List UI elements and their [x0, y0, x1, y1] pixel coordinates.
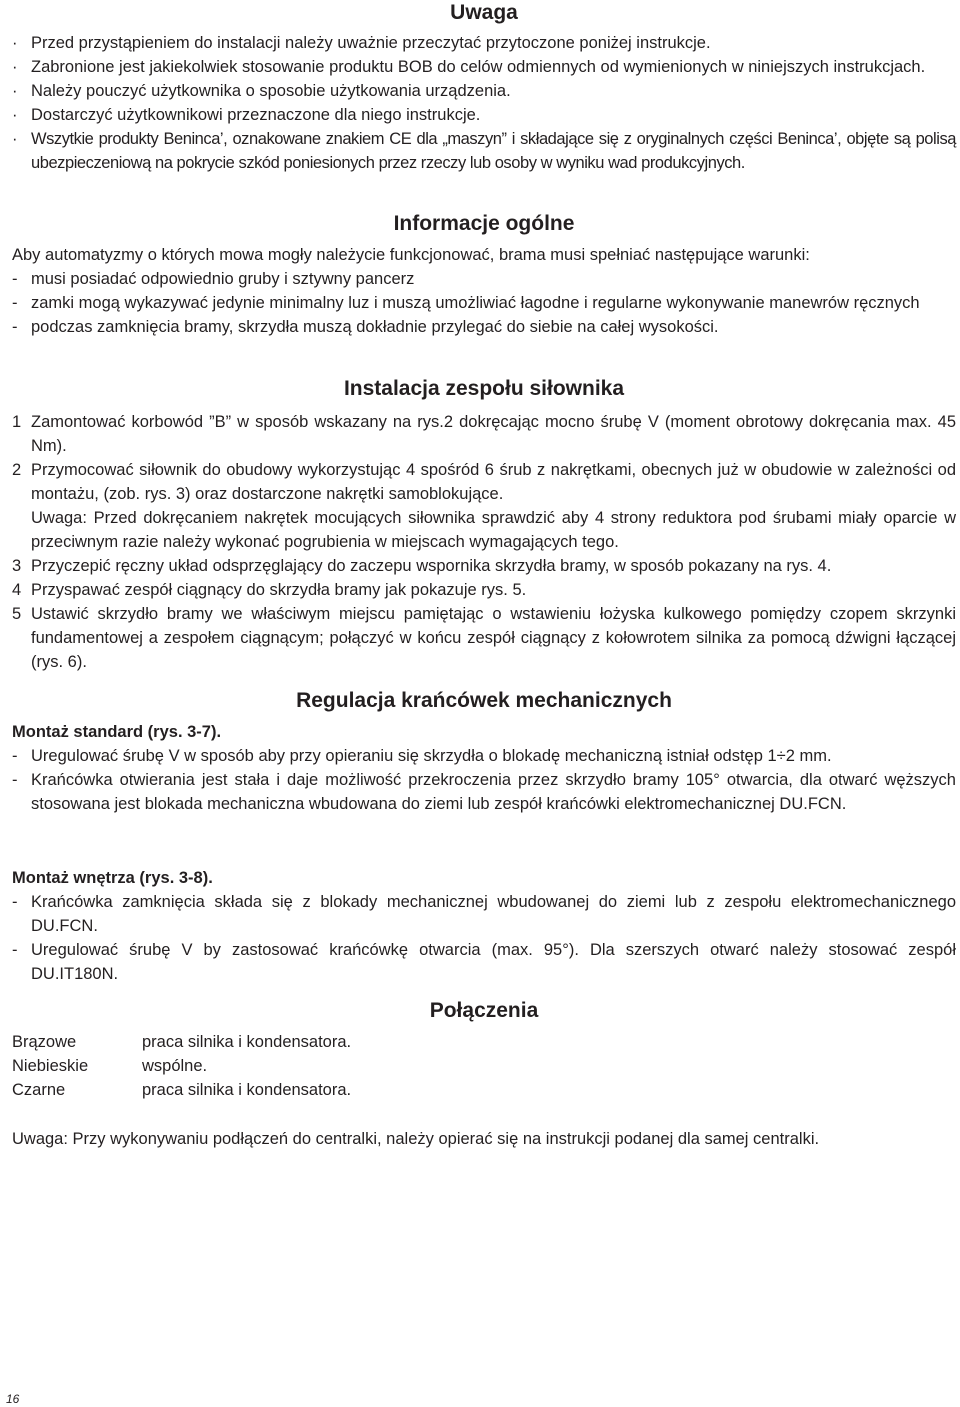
list-item: - musi posiadać odpowiednio gruby i sztywny pancerz [12, 270, 415, 288]
section-regulacja [12, 688, 956, 816]
list-item: - Uregulować śrubę V w sposób aby przy opieraniu się skrzydła o blokadę mechaniczną istniał odstęp 1÷2 mm. [12, 747, 832, 765]
list-item: 4 Przyspawać zespół ciągnący do skrzydła bramy jak pokazuje rys. 5. [12, 581, 527, 599]
list-item: 5 Ustawić skrzydło bramy we właściwym miejscu pamiętając o wstawieniu łożyska kulkowego pomiędzy czopem skrzynki fundamentowej a zespołem ciągnącym; połączyć w końcu zespół ciągnący z kołowrotem silnika za pomocą dźwigni łączącej (rys. 6). [12, 605, 956, 671]
section-title-uwaga: Uwaga [450, 1, 518, 24]
list-item: · Należy pouczyć użytkownika o sposobie użytkowania urządzenia. [12, 82, 511, 100]
list-item: 2 Przymocować siłownik do obudowy wykorzystując 4 spośród 6 śrub z nakrętkami, obecnych już w obudowie w zależności od montażu, (zob. rys. 3) oraz dostarczone nakrętki samoblokujące. [12, 461, 956, 503]
list-item: - podczas zamknięcia bramy, skrzydła muszą dokładnie przylegać do siebie na całej wysokości. [12, 318, 719, 336]
section-title-regulacja: Regulacja krańcówek mechanicznych [296, 689, 672, 712]
list-item: · Zabronione jest jakiekolwiek stosowanie produktu BOB do celów odmiennych od wymienionych w niniejszych instrukcjach. [12, 58, 926, 76]
connection-row: Brązowe praca silnika i kondensatora. [12, 1033, 352, 1051]
list-item: Uwaga: Przed dokręcaniem nakrętek mocujących siłownika sprawdzić aby 4 strony reduktora pod śrubami miały oparcie w przeciwnym razie należy wykonać pogrubienia w miejscach wymagających tego. [31, 509, 956, 551]
list-item: - Krańcówka otwierania jest stała i daje możliwość przekroczenia przez skrzydło bramy 105° otwarcia, dla otwarć węższych stosowana jest blokada mechaniczna wbudowana do ziemi lub zespół krańcówki elektromechanicznej DU.FCN. [12, 771, 956, 813]
section-montaz-wnetrza [12, 866, 956, 986]
section-instalacja [12, 376, 956, 674]
subheading-montaz-wnetrza: Montaż wnętrza (rys. 3-8). [12, 869, 213, 887]
section-polaczenia [12, 998, 956, 1102]
paragraph: Aby automatyzmy o których mowa mogły należycie funkcjonować, brama musi spełniać następujące warunki: [12, 246, 810, 264]
subheading-montaz-standard: Montaż standard (rys. 3-7). [12, 723, 222, 741]
list-item: · Przed przystąpieniem do instalacji należy uważnie przeczytać przytoczone poniżej instrukcje. [12, 34, 711, 52]
section-title-informacje: Informacje ogólne [393, 212, 575, 235]
section-title-instalacja: Instalacja zespołu siłownika [343, 377, 625, 400]
connection-note: Uwaga: Przy wykonywaniu podłączeń do centralki, należy opierać się na instrukcji podanej dla samej centralki. [12, 1130, 820, 1148]
connection-row: Niebieskie wspólne. [12, 1057, 208, 1075]
section-uwaga [12, 0, 956, 175]
connection-row: Czarne praca silnika i kondensatora. [12, 1081, 352, 1099]
page-number: 16 [6, 1392, 20, 1406]
list-item: · Wszytkie produkty Beninca’, oznakowane znakiem CE dla „maszyn” i składające się z oryginalnych części Beninca’, objęte są polisą ubezpieczeniową na pokrycie szkód poniesionych przez rzeczy lub osoby w wyniku wad produkcyjnych. [12, 130, 956, 172]
list-item: - Krańcówka zamknięcia składa się z blokady mechanicznej wbudowanej do ziemi lub z zespołu elektromechanicznego DU.FCN. [12, 893, 956, 935]
list-item: 1 Zamontować korbowód ”B” w sposób wskazany na rys.2 dokręcając mocno śrubę V (moment obrotowy dokręcania max. 45 Nm). [12, 413, 956, 455]
list-item: 3 Przyczepić ręczny układ odsprzęglający do zaczepu wspornika skrzydła bramy, w sposób pokazany na rys. 4. [12, 557, 832, 575]
list-item: · Dostarczyć użytkownikowi przeznaczone dla niego instrukcje. [12, 106, 481, 124]
section-title-polaczenia: Połączenia [429, 999, 539, 1022]
section-informacje [12, 211, 956, 339]
list-item: - Uregulować śrubę V by zastosować krańcówkę otwarcia (max. 95°). Dla szerszych otwarć należy stosować zespół DU.IT180N. [12, 941, 956, 983]
list-item: - zamki mogą wykazywać jedynie minimalny luz i muszą umożliwiać łagodne i regularne wykonywanie manewrów ręcznych [12, 294, 920, 312]
